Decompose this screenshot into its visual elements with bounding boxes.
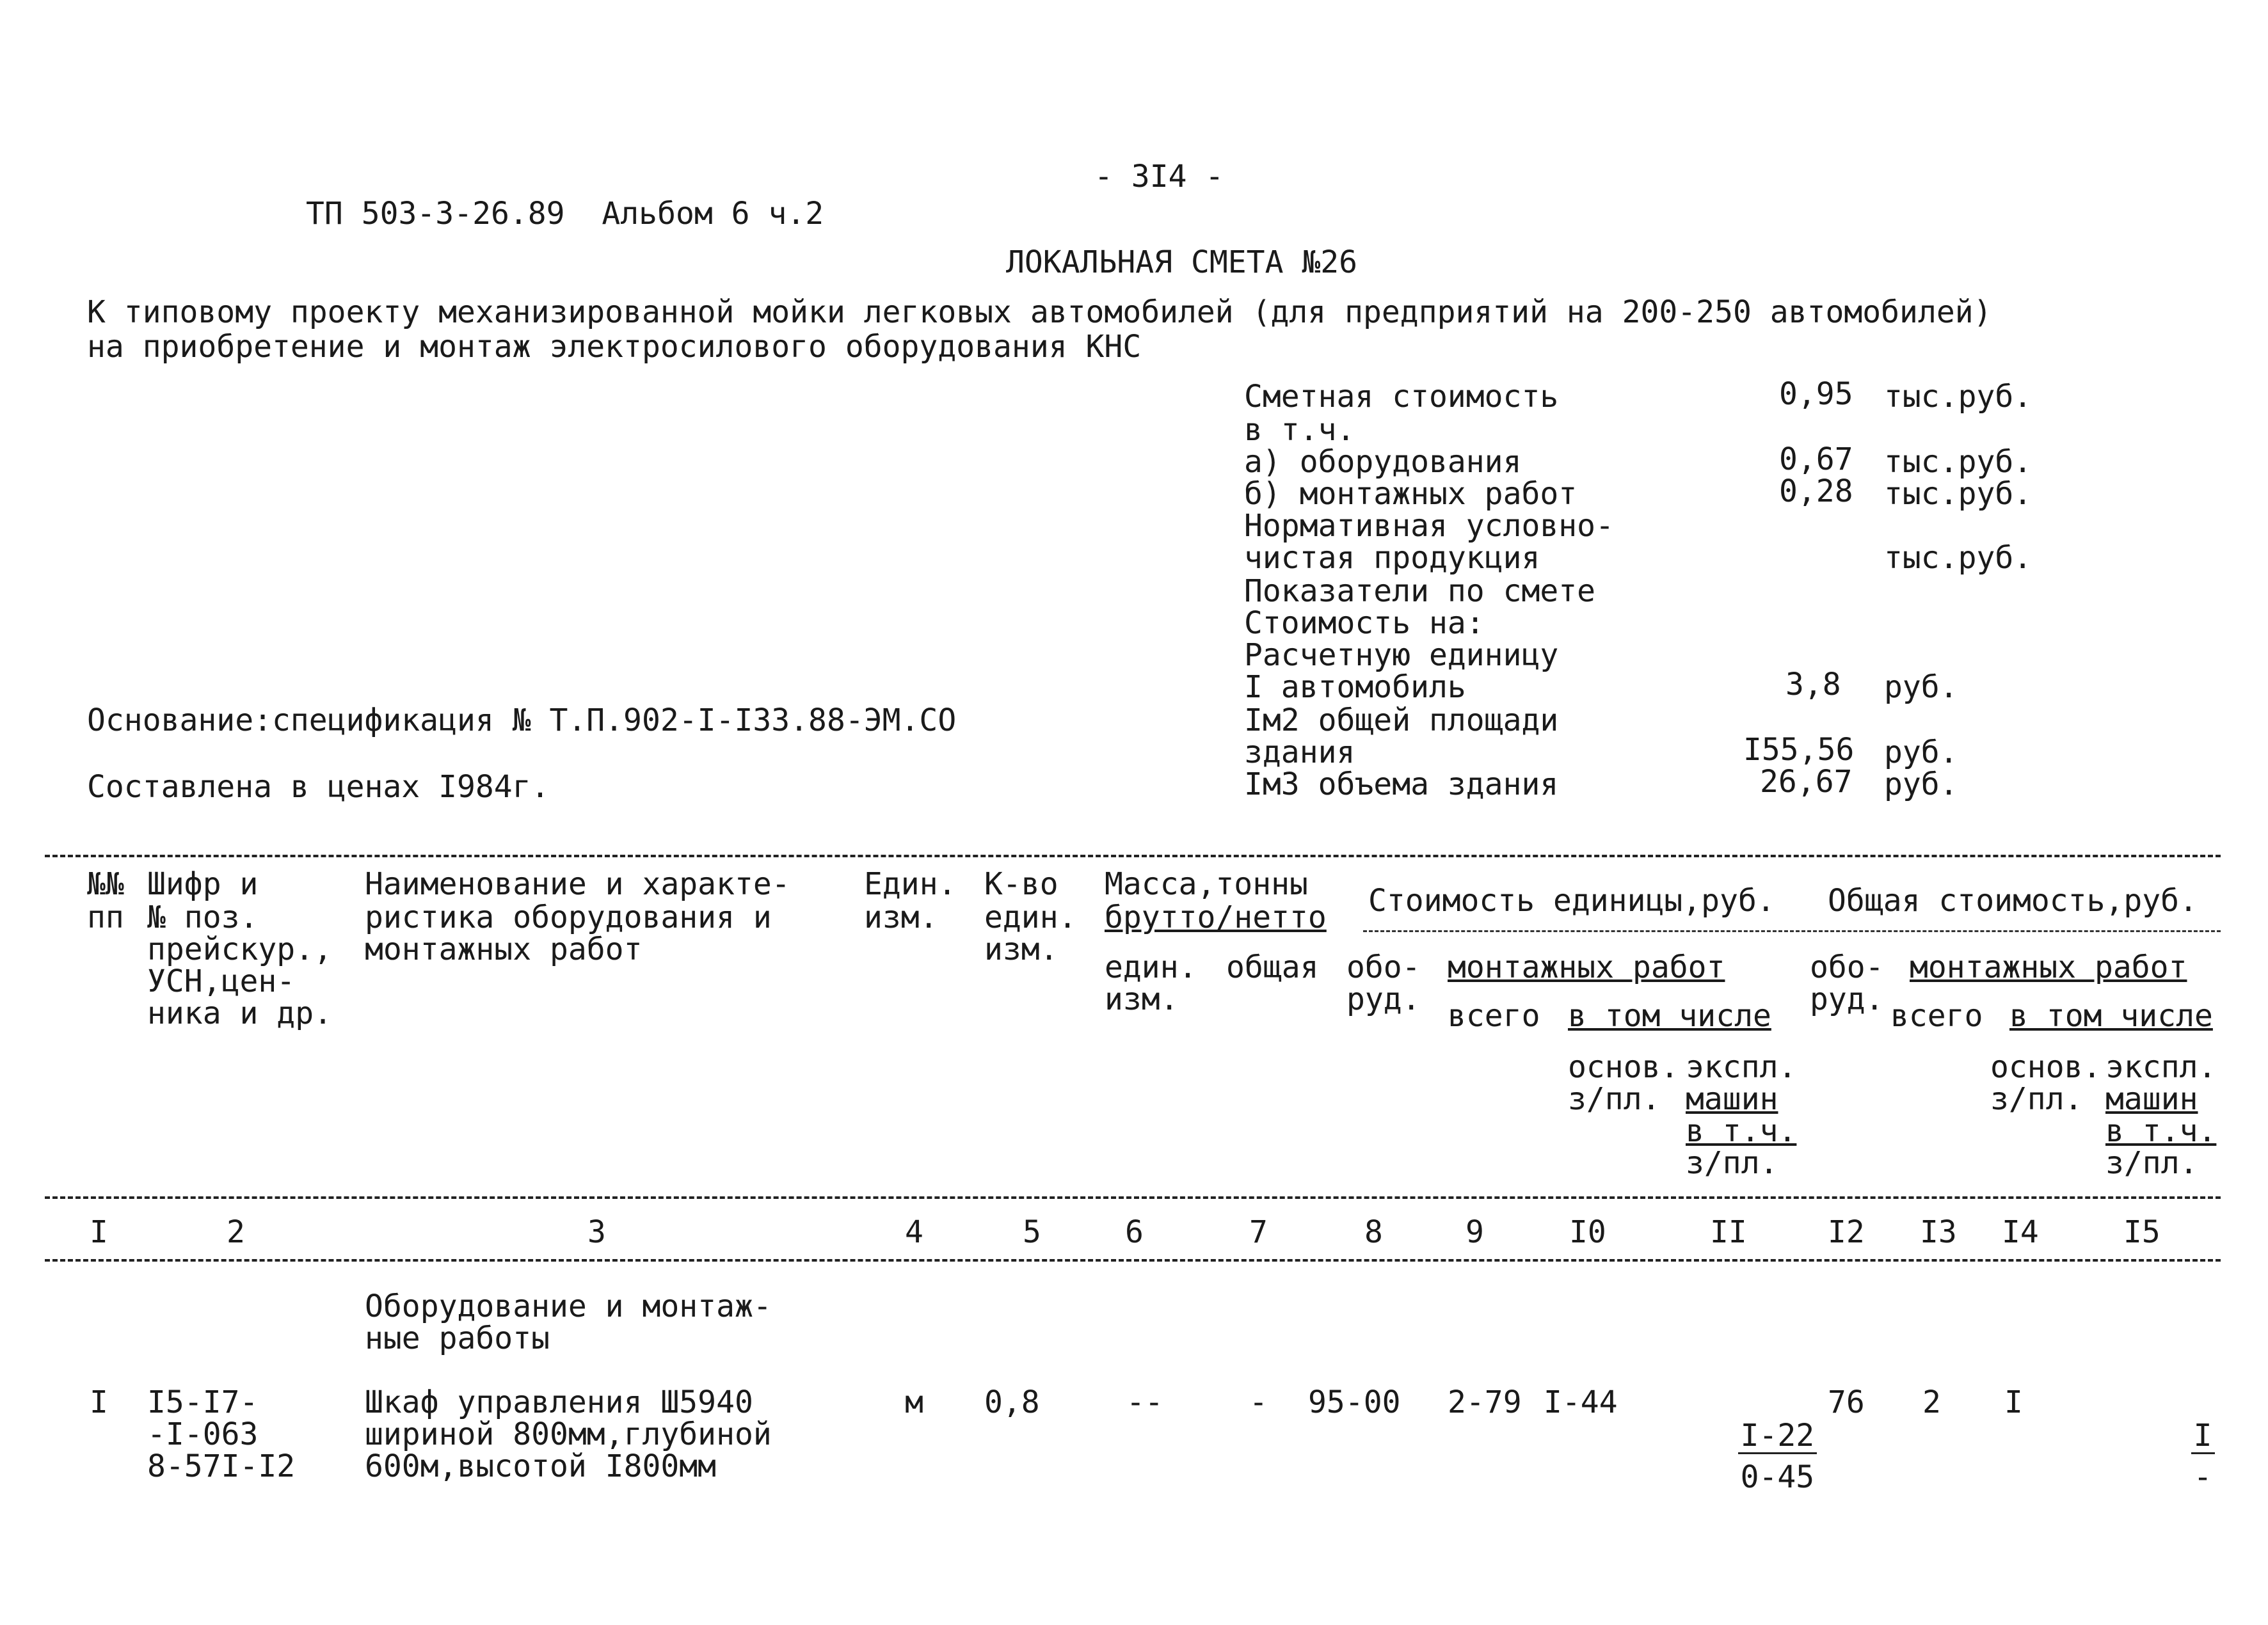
car-label: I автомобиль [1244, 669, 1466, 705]
row-mass-unit: -- [1126, 1384, 1163, 1420]
col2-header-l4: УСН,цен- [147, 963, 296, 999]
unit-machines-header-l2: машин [1686, 1081, 1778, 1117]
volume-value: 26,67 [1760, 764, 1853, 800]
cost-unit: тыс.руб. [1884, 379, 2032, 415]
col3-header-l3: монтажных работ [365, 931, 643, 967]
indicators-label: Показатели по смете [1244, 573, 1596, 609]
unit-basic-header-l2: з/пл. [1568, 1081, 1661, 1117]
cost-per-label: Стоимость на: [1244, 605, 1485, 641]
col-number-1: I [90, 1214, 108, 1250]
mount-unit: тыс.руб. [1884, 476, 2032, 512]
total-equip-header-l2: руд. [1810, 981, 1884, 1017]
equip-unit: тыс.руб. [1884, 444, 2032, 480]
total-mount-header: монтажных работ [1910, 949, 2187, 985]
total-cost-header: Общая стоимость,руб. [1828, 883, 2198, 919]
total-total-header: всего [1890, 998, 1983, 1034]
car-unit: руб. [1884, 669, 1958, 705]
total-machines-header-l4: з/пл. [2105, 1145, 2198, 1181]
row-equip-cost: 95-00 [1308, 1384, 1401, 1420]
row-total-machines-fraction [2117, 1386, 2215, 1527]
cost-label: Сметная стоимость [1244, 379, 1559, 415]
total-incl-header: в том числе [2009, 998, 2213, 1034]
row-machines-top: I-22 [1738, 1419, 1817, 1454]
table-top-rule [45, 855, 2221, 857]
row-number: I [90, 1384, 108, 1420]
equip-value: 0,67 [1779, 441, 1853, 477]
mount-label: б) монтажных работ [1244, 476, 1577, 512]
calc-unit-label: Расчетную единицу [1244, 637, 1559, 673]
row-qty: 0,8 [984, 1384, 1040, 1420]
col5-header-l1: К-во [984, 866, 1058, 902]
incl-label: в т.ч. [1244, 412, 1355, 448]
col-number-5: 5 [1023, 1214, 1041, 1250]
area-label-2: здания [1244, 734, 1355, 770]
total-machines-header-l1: экспл. [2105, 1049, 2217, 1085]
unit-machines-header-l4: з/пл. [1686, 1145, 1778, 1181]
row-machines-fraction [1664, 1386, 1817, 1527]
intro-line-1: К типовому проекту механизированной мойки легковых автомобилей (для предприятий на 200-250 автомобилей) [87, 294, 1992, 330]
total-machines-header-l2: машин [2105, 1081, 2198, 1117]
norm-label-1: Нормативная условно- [1244, 508, 1614, 544]
basis-text: Основание:спецификация № Т.П.902-I-I33.88-ЭМ.СО [87, 702, 957, 738]
col-number-4: 4 [905, 1214, 923, 1250]
area-label-1: Iм2 общей площади [1244, 702, 1559, 738]
section-title-l2: ные работы [365, 1320, 550, 1356]
col5-header-l3: изм. [984, 931, 1058, 967]
mass-brutto-netto: брутто/нетто [1105, 900, 1327, 935]
col-number-2: 2 [227, 1214, 245, 1250]
car-value: 3,8 [1785, 667, 1841, 702]
unit-equip-header-l2: руд. [1346, 981, 1421, 1017]
col2-header-l1: Шифр и [147, 866, 259, 902]
row-name-l2: шириной 800мм,глубиной [365, 1416, 772, 1452]
col-number-8: 8 [1364, 1214, 1383, 1250]
cost-value: 0,95 [1779, 376, 1853, 412]
page-title: ЛОКАЛЬНАЯ СМЕТА №26 [1006, 244, 1358, 280]
row-total-basic: I [2004, 1384, 2023, 1420]
row-unit: м [905, 1384, 923, 1420]
row-total-mount: 2 [1922, 1384, 1941, 1420]
col4-header-l2: изм. [864, 900, 938, 935]
col-number-14: I4 [2002, 1214, 2039, 1250]
total-basic-header-l1: основ. [1990, 1049, 2102, 1085]
row-mount-total: 2-79 [1448, 1384, 1522, 1420]
unit-machines-header-l3: в т.ч. [1686, 1113, 1797, 1149]
mount-value: 0,28 [1779, 473, 1853, 509]
col2-header-l5: ника и др. [147, 995, 332, 1031]
col3-header-l1: Наименование и характе- [365, 866, 790, 902]
row-code-l1: I5-I7- [147, 1384, 259, 1420]
norm-label-2: чистая продукция [1244, 540, 1540, 576]
mass-unit-header-l1: един. [1105, 949, 1197, 985]
col-number-13: I3 [1920, 1214, 1957, 1250]
mass-header: Масса,тонны [1105, 866, 1308, 902]
unit-incl-header: в том числе [1568, 998, 1771, 1034]
col-number-10: I0 [1569, 1214, 1606, 1250]
header-bottom-rule [45, 1196, 2221, 1199]
mass-unit-header-l2: изм. [1105, 981, 1179, 1017]
document-reference: ТП 503-3-26.89 Альбом 6 ч.2 [306, 196, 824, 232]
area-value: I55,56 [1743, 732, 1855, 768]
mass-total-header: общая [1226, 949, 1319, 985]
col-number-15: I5 [2123, 1214, 2160, 1250]
row-mass-total: - [1249, 1384, 1268, 1420]
col-number-6: 6 [1125, 1214, 1144, 1250]
row-total-machines-top: I [2191, 1419, 2215, 1454]
equip-label: а) оборудования [1244, 444, 1522, 480]
row-name-l1: Шкаф управления Ш5940 [365, 1384, 753, 1420]
unit-total-header: всего [1448, 998, 1540, 1034]
prices-text: Составлена в ценах I984г. [87, 769, 550, 805]
total-equip-header-l1: обо- [1810, 949, 1884, 985]
col-number-3: 3 [587, 1214, 606, 1250]
volume-unit: руб. [1884, 766, 1958, 802]
header-mid-rule [1363, 930, 2221, 932]
row-code-l2: -I-063 [147, 1416, 259, 1452]
col3-header-l2: ристика оборудования и [365, 900, 772, 935]
volume-label: Iм3 объема здания [1244, 766, 1559, 802]
row-code-l3: 8-57I-I2 [147, 1448, 296, 1484]
intro-line-2: на приобретение и монтаж электросилового оборудования КНС [87, 329, 1142, 365]
col2-header-l2: № поз. [147, 900, 259, 935]
row-basic-wage: I-44 [1544, 1384, 1618, 1420]
area-unit: руб. [1884, 734, 1958, 770]
numbers-bottom-rule [45, 1259, 2221, 1262]
row-total-equip: 76 [1828, 1384, 1865, 1420]
row-total-machines-bottom: - [2193, 1459, 2212, 1495]
col1-header-l2: пп [87, 900, 124, 935]
norm-unit: тыс.руб. [1884, 540, 2032, 576]
page-number: - 3I4 - [1094, 159, 1224, 194]
col-number-11: II [1710, 1214, 1747, 1250]
col1-header-l1: №№ [87, 866, 124, 902]
section-title-l1: Оборудование и монтаж- [365, 1288, 772, 1324]
row-machines-bottom: 0-45 [1740, 1459, 1815, 1495]
col-number-9: 9 [1465, 1214, 1484, 1250]
col4-header-l1: Един. [864, 866, 957, 902]
unit-cost-header: Стоимость единицы,руб. [1368, 883, 1775, 919]
row-name-l3: 600м,высотой I800мм [365, 1448, 717, 1484]
total-basic-header-l2: з/пл. [1990, 1081, 2083, 1117]
col-number-7: 7 [1249, 1214, 1268, 1250]
col-number-12: I2 [1828, 1214, 1865, 1250]
unit-basic-header-l1: основ. [1568, 1049, 1679, 1085]
total-machines-header-l3: в т.ч. [2105, 1113, 2217, 1149]
unit-mount-header: монтажных работ [1448, 949, 1725, 985]
col2-header-l3: прейскур., [147, 931, 332, 967]
unit-equip-header-l1: обо- [1346, 949, 1421, 985]
unit-machines-header-l1: экспл. [1686, 1049, 1797, 1085]
col5-header-l2: един. [984, 900, 1077, 935]
